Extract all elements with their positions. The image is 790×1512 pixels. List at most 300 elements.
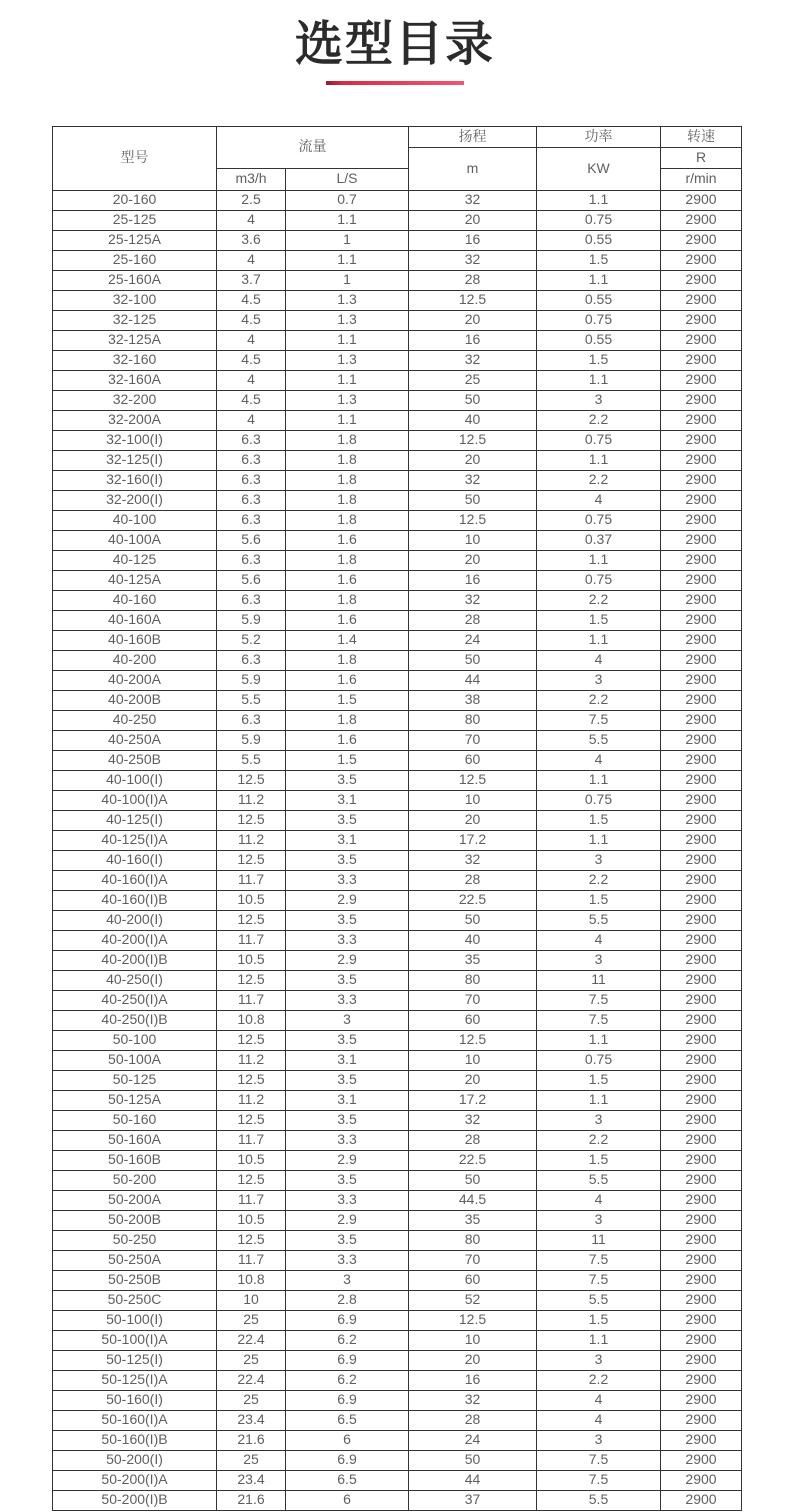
table-cell: 6.9 [286,1350,409,1370]
table-cell: 7.5 [537,1470,661,1490]
table-cell: 12.5 [217,1230,286,1250]
table-cell: 6.3 [217,450,286,470]
table-row [53,670,742,690]
table-cell: 24 [409,1430,537,1450]
table-cell: 2900 [661,490,742,510]
table-cell: 3.3 [286,1130,409,1150]
table-cell: 2900 [661,990,742,1010]
table-row [53,290,742,310]
table-cell: 40-125(I) [53,810,217,830]
table-row [53,1170,742,1190]
table-row [53,810,742,830]
table-cell: 2900 [661,1290,742,1310]
table-cell: 3 [286,1270,409,1290]
table-cell: 11.7 [217,990,286,1010]
table-cell: 40-100(I)A [53,790,217,810]
table-row [53,190,742,210]
table-cell: 50-100(I)A [53,1330,217,1350]
table-cell: 2900 [661,1250,742,1270]
table-cell: 50-160(I) [53,1390,217,1410]
table-cell: 10.5 [217,890,286,910]
table-cell: 2.2 [537,1130,661,1150]
table-cell: 1.4 [286,630,409,650]
table-cell: 32-160A [53,370,217,390]
table-cell: 16 [409,330,537,350]
table-cell: 50-200(I)B [53,1490,217,1510]
table-cell: 25 [217,1350,286,1370]
table-cell: 3.5 [286,810,409,830]
table-cell: 2900 [661,1190,742,1210]
table-cell: 10 [409,1050,537,1070]
table-cell: 3.5 [286,910,409,930]
table-cell: 50 [409,1170,537,1190]
table-cell: 4.5 [217,390,286,410]
table-cell: 1.6 [286,610,409,630]
table-cell: 6.3 [217,710,286,730]
table-cell: 32-100 [53,290,217,310]
table-cell: 37 [409,1490,537,1510]
table-cell: 7.5 [537,1450,661,1470]
table-cell: 50-125 [53,1070,217,1090]
table-cell: 2.2 [537,470,661,490]
table-cell: 12.5 [409,1030,537,1050]
table-cell: 70 [409,730,537,750]
table-cell: 1.3 [286,390,409,410]
table-cell: 2900 [661,710,742,730]
table-cell: 24 [409,630,537,650]
table-cell: 3 [537,1110,661,1130]
table-cell: 3.3 [286,1250,409,1270]
table-cell: 50-100(I) [53,1310,217,1330]
table-cell: 32-125 [53,310,217,330]
table-cell: 28 [409,1130,537,1150]
table-cell: 0.55 [537,290,661,310]
table-cell: 12.5 [409,1310,537,1330]
table-cell: 20 [409,550,537,570]
table-cell: 1.1 [286,330,409,350]
table-cell: 1.1 [537,1330,661,1350]
table-cell: 22.4 [217,1330,286,1350]
table-header [53,126,742,190]
table-row [53,1490,742,1510]
table-cell: 4 [537,650,661,670]
table-cell: 5.9 [217,610,286,630]
table-cell: 4 [537,1410,661,1430]
table-cell: 1.8 [286,550,409,570]
table-cell: 0.37 [537,530,661,550]
table-cell: 7.5 [537,990,661,1010]
table-cell: 4 [217,330,286,350]
table-cell: 1.8 [286,710,409,730]
table-row [53,430,742,450]
table-cell: 20 [409,450,537,470]
table-row [53,930,742,950]
table-row [53,1030,742,1050]
table-cell: 35 [409,1210,537,1230]
table-cell: 50-250C [53,1290,217,1310]
table-cell: 2.9 [286,1150,409,1170]
table-cell: 2900 [661,1150,742,1170]
table-cell: 40-160A [53,610,217,630]
table-row [53,1290,742,1310]
table-cell: 1.1 [537,830,661,850]
table-cell: 12.5 [409,430,537,450]
table-row [53,1210,742,1230]
table-cell: 40-100 [53,510,217,530]
header-head: 扬程 [409,126,537,147]
table-cell: 5.9 [217,670,286,690]
table-cell: 1.8 [286,450,409,470]
table-cell: 40-125(I)A [53,830,217,850]
table-cell: 2900 [661,610,742,630]
table-cell: 11 [537,970,661,990]
table-row [53,1470,742,1490]
table-cell: 1.1 [537,450,661,470]
table-cell: 50-160(I)A [53,1410,217,1430]
table-cell: 44 [409,670,537,690]
table-cell: 32-160 [53,350,217,370]
table-row [53,1270,742,1290]
table-cell: 40-250B [53,750,217,770]
table-cell: 0.75 [537,210,661,230]
table-cell: 2900 [661,530,742,550]
table-cell: 40-200(I) [53,910,217,930]
table-cell: 12.5 [409,510,537,530]
table-cell: 1.6 [286,670,409,690]
table-cell: 32 [409,1110,537,1130]
table-cell: 2900 [661,1370,742,1390]
table-cell: 40-200(I)B [53,950,217,970]
table-cell: 50-125A [53,1090,217,1110]
table-cell: 10 [409,530,537,550]
table-row [53,330,742,350]
table-row [53,550,742,570]
table-row [53,730,742,750]
table-cell: 3.5 [286,1170,409,1190]
table-cell: 40-200 [53,650,217,670]
table-cell: 6.3 [217,430,286,450]
table-cell: 25-125A [53,230,217,250]
table-cell: 1.5 [537,1310,661,1330]
table-cell: 11.7 [217,870,286,890]
table-cell: 6.3 [217,470,286,490]
table-cell: 7.5 [537,1250,661,1270]
table-cell: 5.5 [217,750,286,770]
table-cell: 10.8 [217,1010,286,1030]
table-cell: 1.6 [286,530,409,550]
table-cell: 2900 [661,890,742,910]
table-cell: 2900 [661,550,742,570]
table-cell: 16 [409,570,537,590]
table-cell: 32 [409,470,537,490]
table-cell: 16 [409,230,537,250]
table-cell: 32 [409,1390,537,1410]
table-row [53,490,742,510]
table-cell: 1.1 [537,770,661,790]
table-row [53,1010,742,1030]
table-cell: 7.5 [537,1010,661,1030]
table-cell: 10 [217,1290,286,1310]
table-row [53,1110,742,1130]
table-cell: 11.7 [217,1250,286,1270]
table-cell: 3.7 [217,270,286,290]
table-cell: 4.5 [217,290,286,310]
table-cell: 2900 [661,210,742,230]
table-cell: 32 [409,190,537,210]
table-cell: 2.9 [286,950,409,970]
table-cell: 11.7 [217,1130,286,1150]
table-cell: 11.7 [217,930,286,950]
header-model: 型号 [53,126,217,190]
table-cell: 40-125A [53,570,217,590]
table-cell: 4 [537,1390,661,1410]
table-cell: 6.2 [286,1370,409,1390]
table-cell: 40-160 [53,590,217,610]
table-cell: 50-200A [53,1190,217,1210]
table-cell: 40 [409,410,537,430]
table-cell: 50-200B [53,1210,217,1230]
table-row [53,1050,742,1070]
table-cell: 3.5 [286,1030,409,1050]
table-cell: 21.6 [217,1490,286,1510]
title-section [0,0,790,85]
table-cell: 16 [409,1370,537,1390]
table-cell: 2900 [661,1350,742,1370]
table-cell: 50-125(I)A [53,1370,217,1390]
table-cell: 2900 [661,1210,742,1230]
table-row [53,770,742,790]
table-cell: 60 [409,1010,537,1030]
table-cell: 32-200A [53,410,217,430]
table-cell: 4 [537,930,661,950]
table-cell: 6.3 [217,490,286,510]
table-cell: 1.5 [537,250,661,270]
table-cell: 1.1 [286,210,409,230]
table-row [53,1130,742,1150]
table-cell: 2900 [661,770,742,790]
table-cell: 5.9 [217,730,286,750]
table-cell: 12.5 [217,1030,286,1050]
table-cell: 2900 [661,1070,742,1090]
table-cell: 80 [409,970,537,990]
table-cell: 2900 [661,630,742,650]
table-cell: 6.2 [286,1330,409,1350]
table-row [53,990,742,1010]
header-speed-unit: r/min [661,168,742,190]
table-cell: 2900 [661,870,742,890]
table-cell: 1.8 [286,510,409,530]
table-row [53,870,742,890]
table-cell: 70 [409,990,537,1010]
table-cell: 11.2 [217,1050,286,1070]
table-cell: 25 [217,1450,286,1470]
table-cell: 22.5 [409,1150,537,1170]
table-cell: 12.5 [217,850,286,870]
table-cell: 2900 [661,1130,742,1150]
table-cell: 50-125(I) [53,1350,217,1370]
table-cell: 1.6 [286,570,409,590]
table-cell: 2900 [661,310,742,330]
table-cell: 12.5 [217,1170,286,1190]
table-cell: 4 [217,410,286,430]
table-row [53,1390,742,1410]
table-row [53,410,742,430]
table-cell: 1.5 [537,810,661,830]
table-cell: 2900 [661,1090,742,1110]
table-cell: 40 [409,930,537,950]
table-row [53,1250,742,1270]
table-cell: 40-160(I)A [53,870,217,890]
table-cell: 2900 [661,1030,742,1050]
table-cell: 25 [217,1310,286,1330]
table-cell: 80 [409,710,537,730]
table-cell: 20 [409,210,537,230]
table-row [53,1090,742,1110]
table-cell: 1.1 [537,190,661,210]
table-cell: 60 [409,1270,537,1290]
table-cell: 11.2 [217,790,286,810]
table-cell: 22.5 [409,890,537,910]
table-cell: 60 [409,750,537,770]
table-cell: 11.2 [217,1090,286,1110]
table-cell: 20 [409,1350,537,1370]
table-cell: 4 [217,210,286,230]
table-cell: 50-200 [53,1170,217,1190]
table-cell: 2900 [661,730,742,750]
table-row [53,1450,742,1470]
table-cell: 40-250(I)B [53,1010,217,1030]
table-row [53,210,742,230]
table-cell: 6 [286,1490,409,1510]
table-cell: 1.1 [537,1090,661,1110]
table-cell: 44.5 [409,1190,537,1210]
table-cell: 6.9 [286,1310,409,1330]
table-cell: 2900 [661,850,742,870]
header-flow: 流量 [217,126,409,168]
table-row [53,1150,742,1170]
table-cell: 2900 [661,350,742,370]
table-cell: 2900 [661,430,742,450]
table-cell: 0.75 [537,510,661,530]
table-cell: 6.3 [217,510,286,530]
table-cell: 6.3 [217,550,286,570]
table-cell: 1 [286,270,409,290]
header-row-1 [53,126,742,147]
table-cell: 20 [409,1070,537,1090]
table-cell: 2900 [661,790,742,810]
table-row [53,570,742,590]
table-cell: 50-100 [53,1030,217,1050]
table-cell: 5.5 [217,690,286,710]
table-cell: 3 [537,670,661,690]
header-head-unit: m [409,147,537,190]
table-cell: 1.6 [286,730,409,750]
table-cell: 3.5 [286,850,409,870]
table-row [53,470,742,490]
table-row [53,230,742,250]
table-cell: 1.1 [537,370,661,390]
table-cell: 2900 [661,1270,742,1290]
table-cell: 1.1 [537,630,661,650]
table-cell: 32 [409,590,537,610]
table-cell: 10.8 [217,1270,286,1290]
table-cell: 32-100(I) [53,430,217,450]
table-cell: 5.5 [537,1290,661,1310]
table-cell: 0.55 [537,330,661,350]
table-cell: 3 [537,390,661,410]
table-cell: 2.2 [537,1370,661,1390]
table-cell: 40-200A [53,670,217,690]
table-cell: 50-250A [53,1250,217,1270]
table-cell: 2900 [661,970,742,990]
table-cell: 28 [409,270,537,290]
table-cell: 3.5 [286,1110,409,1130]
table-cell: 3 [537,850,661,870]
table-cell: 1.5 [537,1070,661,1090]
table-cell: 5.6 [217,570,286,590]
table-row [53,1410,742,1430]
table-cell: 32 [409,350,537,370]
table-cell: 0.75 [537,310,661,330]
table-cell: 2900 [661,290,742,310]
table-cell: 5.5 [537,1170,661,1190]
table-cell: 3.5 [286,1230,409,1250]
table-cell: 32 [409,250,537,270]
table-cell: 2900 [661,670,742,690]
table-cell: 25 [409,370,537,390]
table-cell: 2900 [661,910,742,930]
header-power: 功率 [537,126,661,147]
table-cell: 12.5 [217,1110,286,1130]
table-cell: 11 [537,1230,661,1250]
table-cell: 32-125A [53,330,217,350]
table-cell: 5.5 [537,730,661,750]
table-cell: 2900 [661,570,742,590]
table-cell: 4 [537,490,661,510]
table-cell: 2.9 [286,890,409,910]
table-cell: 1.1 [537,1030,661,1050]
table-cell: 1.1 [286,250,409,270]
table-cell: 4.5 [217,310,286,330]
table-cell: 0.75 [537,430,661,450]
table-cell: 4 [217,250,286,270]
table-cell: 40-125 [53,550,217,570]
table-cell: 1.8 [286,650,409,670]
header-power-unit: KW [537,147,661,190]
table-cell: 28 [409,1410,537,1430]
table-cell: 1.5 [537,890,661,910]
table-cell: 2.2 [537,870,661,890]
table-row [53,650,742,670]
table-row [53,350,742,370]
header-flow-ls: L/S [286,168,409,190]
table-cell: 22.4 [217,1370,286,1390]
table-cell: 1.5 [537,350,661,370]
table-cell: 7.5 [537,710,661,730]
table-cell: 40-160B [53,630,217,650]
table-cell: 12.5 [217,810,286,830]
table-cell: 32-200 [53,390,217,410]
table-cell: 1.8 [286,490,409,510]
table-cell: 12.5 [217,970,286,990]
table-cell: 25 [217,1390,286,1410]
table-cell: 10 [409,790,537,810]
table-row [53,790,742,810]
table-cell: 2900 [661,410,742,430]
table-cell: 40-250 [53,710,217,730]
table-cell: 10.5 [217,1150,286,1170]
table-cell: 6.9 [286,1390,409,1410]
